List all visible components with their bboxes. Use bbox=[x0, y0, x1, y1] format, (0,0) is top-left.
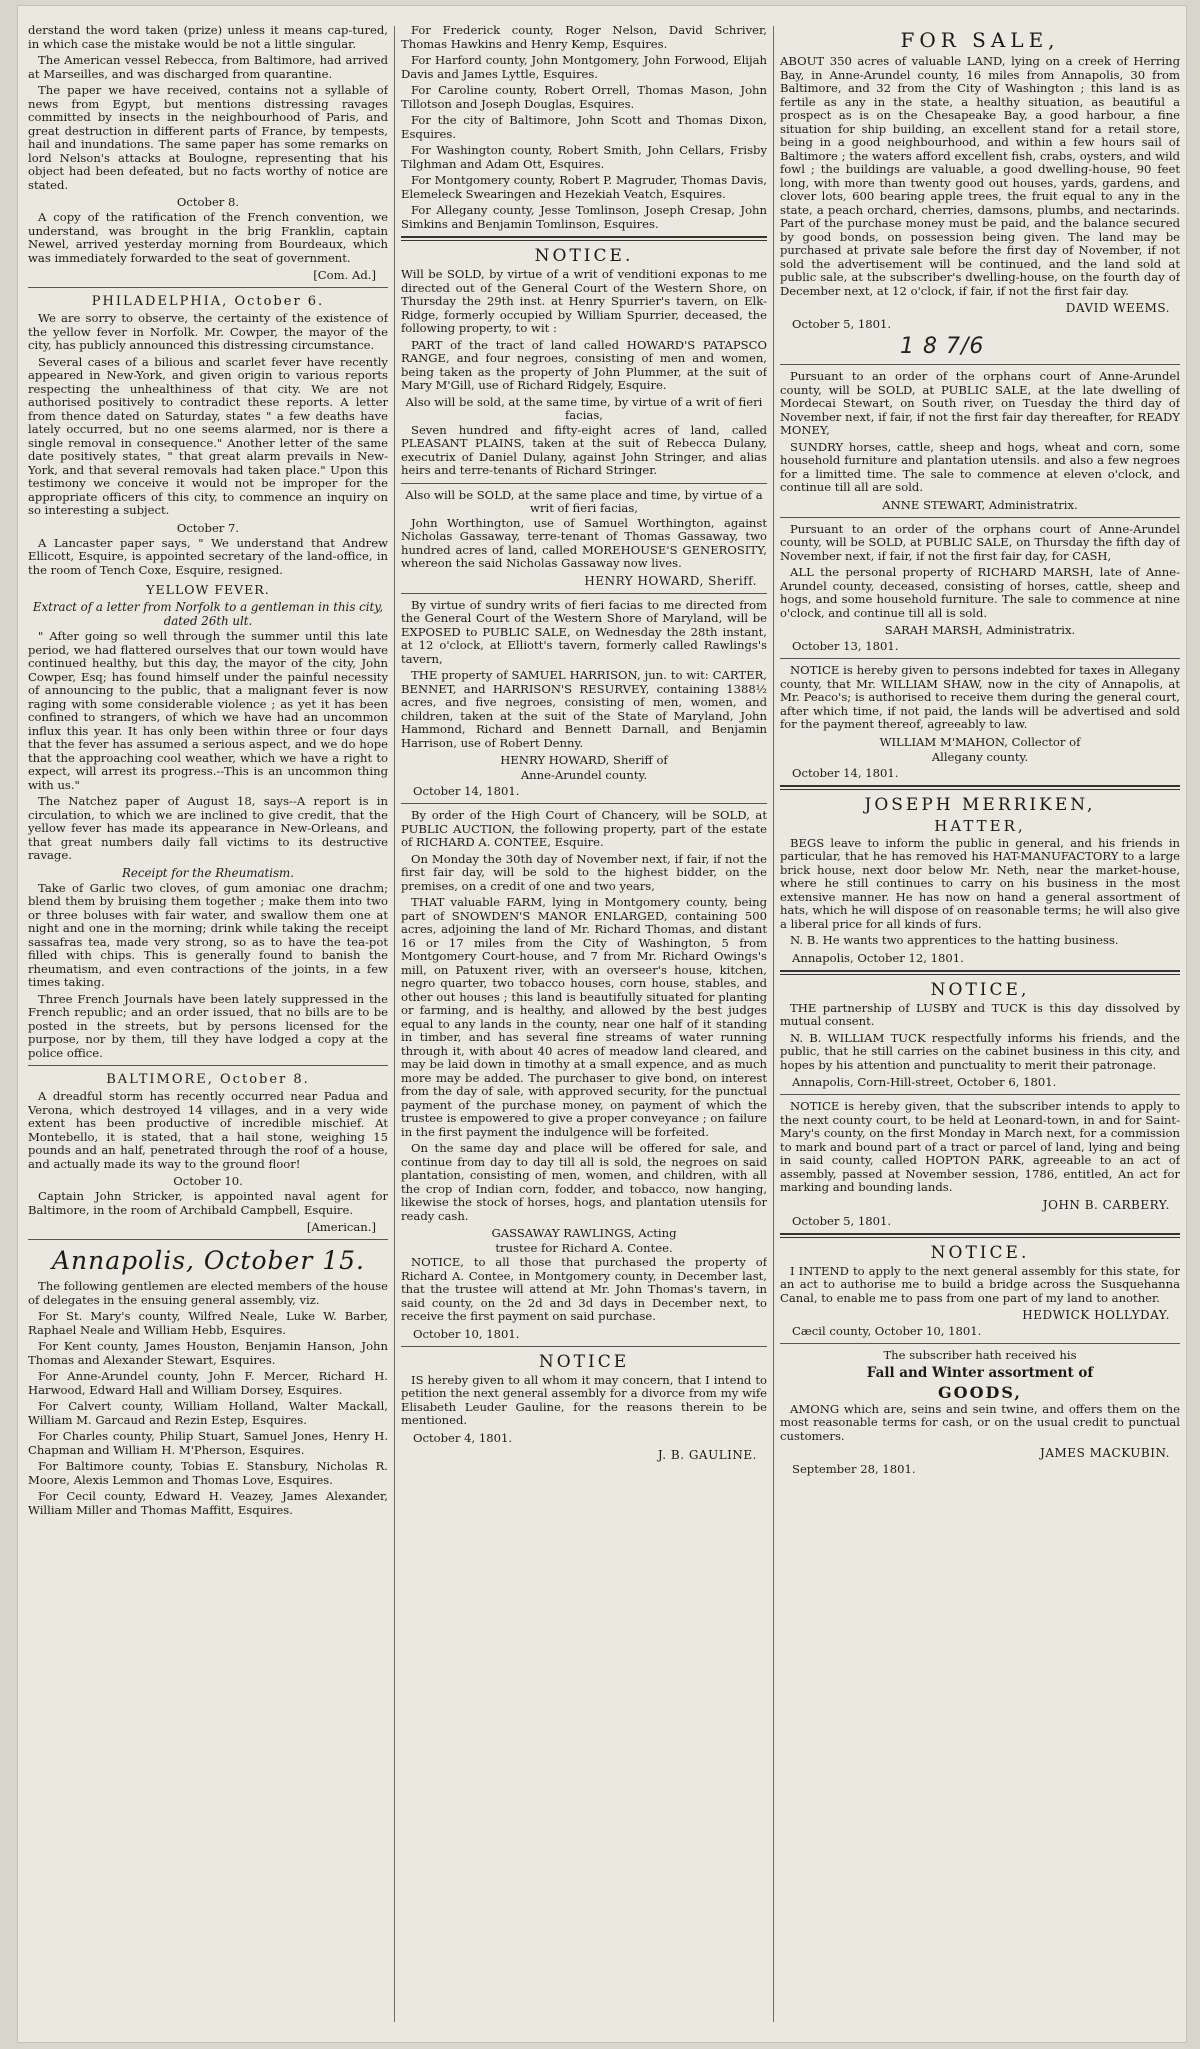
divider bbox=[780, 785, 1180, 790]
column-middle bbox=[401, 24, 767, 2034]
notice-paragraph: On the same day and place will be offered for sale, and continue from day to day till all is sold, the negroes on said plantation, consisting of men, women, and children, with all the crop of Indian corn, fodder, and tobacco, now hanging, likewise the stock of horses, hogs, and plantation utensils for ready cash. bbox=[401, 1141, 767, 1223]
ad-date: Annapolis, October 12, 1801. bbox=[792, 950, 964, 965]
annapolis-heading: Annapolis, October 15. bbox=[52, 1246, 365, 1275]
goods-heading: Fall and Winter assortment of bbox=[866, 1364, 1094, 1381]
article-paragraph: derstand the word taken (prize) unless it means cap-tured, in which case the mistake would be not a little singular. bbox=[28, 24, 388, 51]
ad-paragraph: NOTICE is hereby given to persons indebted for taxes in Allegany county, that Mr. WILLIAM SHAW, now in the city of Annapolis, at Mr. Peaco's; is authorised to receive them during the general court, after which time, if not paid, the lands will be advertised and sold for the payment thereof, agreeably to law. bbox=[780, 663, 1180, 731]
newspaper-page bbox=[18, 6, 1186, 2042]
election-entry: For Charles county, Philip Stuart, Samuel Jones, Henry H. Chapman and William H. M'Pherson, Esquires. bbox=[28, 1429, 388, 1457]
signature: GASSAWAY RAWLINGS, Acting bbox=[491, 1226, 677, 1240]
divider bbox=[28, 287, 388, 288]
election-entry: For Calvert county, William Holland, Walter Mackall, William M. Garcaud and Rezin Estep, Esquires. bbox=[28, 1399, 388, 1427]
election-entry: For St. Mary's county, Wilfred Neale, Luke W. Barber, Raphael Neale and William Hebb, Esquires. bbox=[28, 1309, 388, 1337]
notice-paragraph: Will be SOLD, by virtue of a writ of venditioni exponas to me directed out of the General Court of the Western Shore, on Thursday the 29th inst. at Henry Spurrier's tavern, on Elk-Ridge, formerly occupied by William Spurrier, deceased, the following property, to wit : bbox=[401, 267, 767, 335]
article-paragraph: The Natchez paper of August 18, says--A report is in circulation, to which we are inclined to give credit, that the yellow fever has made its appearance in New-Orleans, and that great numbers daily fall victims to its destructive ravage. bbox=[28, 794, 388, 862]
notice-paragraph: NOTICE, to all those that purchased the property of Richard A. Contee, in Montgomery county, in December last, that the trustee will attend at Mr. John Thomas's tavern, in said county, on the 2d and 3d days in December next, to receive the first payment on said purchase. bbox=[401, 1255, 767, 1323]
ad-date: September 28, 1801. bbox=[792, 1462, 916, 1476]
election-entry: For Montgomery county, Robert P. Magruder, Thomas Davis, Elemeleck Swearingen and Hezekiah Veatch, Esquires. bbox=[401, 173, 767, 201]
signature: JOHN B. CARBERY. bbox=[1042, 1197, 1170, 1212]
handwritten-mark: 1 8 7/6 bbox=[900, 334, 985, 359]
article-paragraph: The following gentlemen are elected members of the house of delegates in the ensuing general assembly, viz. bbox=[28, 1279, 388, 1307]
credit: [Com. Ad.] bbox=[313, 268, 376, 282]
notice-paragraph: Seven hundred and fifty-eight acres of land, called PLEASANT PLAINS, taken at the suit of Rebecca Dulany, executrix of Daniel Dulany, against John Stringer, and alias heirs and terre-tenants of Richard Stringer. bbox=[401, 422, 767, 477]
column-rule-right bbox=[773, 26, 774, 2022]
signature: Allegany county. bbox=[931, 749, 1029, 764]
dateline-baltimore: BALTIMORE, October 8. bbox=[106, 1072, 310, 1087]
notice-paragraph: PART of the tract of land called HOWARD'S PATAPSCO RANGE, and four negroes, consisting of men and women, being taken as the property of John Plummer, at the suit of Mary M'Gill, use of Richard Ridgely, Esquire. bbox=[401, 337, 767, 392]
signature: DAVID WEEMS. bbox=[1065, 301, 1170, 315]
signature: WILLIAM M'MAHON, Collector of bbox=[879, 734, 1081, 749]
ad-paragraph: ABOUT 350 acres of valuable LAND, lying on a creek of Herring Bay, in Anne-Arundel county, 16 miles from Annapolis, 30 from Baltimore, and 32 from the City of Washington ; this land is as fertile as any in the state, a healthy situation, as beautiful a prospect as is on the Chesapeake Bay, a good harbour, a fine situation for ship building, an excellent stand for a retail store, being in a good neighbourhood, and within a few hours sail of Baltimore ; the waters afford excellent fish, crabs, oysters, and wild fowl ; the buildings are valuable, a good dwelling-house, 90 feet long, with more than twenty good out houses, yards, gardens, and clover lots, 600 bearing apple trees, the fruit equal to any in the state, a peach orchard, cherries, damsons, plumbs, and nectarinds. Part of the purchase money must be paid, and the balance secured by good bonds, on possession being given. The land may be purchased at private sale before the first day of November, if not sold the advertisement will be continued, and the land sold at public sale, at the subscriber's dwelling-house, on the fourth day of December next, at 12 o'clock, if fair, if not the first fair day. bbox=[780, 54, 1180, 298]
signature: SARAH MARSH, Administratrix. bbox=[884, 623, 1076, 637]
ad-paragraph: N. B. WILLIAM TUCK respectfully informs his friends, and the public, that he still carries on the cabinet business in this city, and hopes by his attention and punctuality to merit their patronage. bbox=[780, 1030, 1180, 1072]
goods-heading: GOODS, bbox=[938, 1382, 1022, 1402]
election-entry: For Harford county, John Montgomery, John Forwood, Elijah Davis and James Lyttle, Esquires. bbox=[401, 53, 767, 81]
article-paragraph: We are sorry to observe, the certainty of the existence of the yellow fever in Norfolk. Mr. Cowper, the mayor of the city, has publicly announced this distressing circumstance. bbox=[28, 311, 388, 352]
article-paragraph: Three French Journals have been lately suppressed in the French republic; and an order issued, that no bills are to be posted in the streets, but by persons licensed for the purpose, nor by them, till they have lodged a copy at the police office. bbox=[28, 991, 388, 1060]
notice-heading: NOTICE, bbox=[930, 979, 1030, 1000]
signature: J. B. GAULINE. bbox=[657, 1447, 757, 1462]
notice-paragraph: John Worthington, use of Samuel Worthington, against Nicholas Gassaway, terre-tenant of Thomas Gassaway, two hundred acres of land, called MOREHOUSE'S GENEROSITY, whereon the said Nicholas Gassaway now lives. bbox=[401, 515, 767, 570]
credit: [American.] bbox=[306, 1220, 376, 1234]
notice-heading: NOTICE bbox=[538, 1351, 630, 1372]
divider bbox=[780, 1343, 1180, 1344]
divider bbox=[780, 1094, 1180, 1095]
signature: JAMES MACKUBIN. bbox=[1040, 1446, 1170, 1460]
ad-paragraph: Pursuant to an order of the orphans court of Anne-Arundel county, will be SOLD, at PUBLIC SALE, at the late dwelling of Mordecai Stewart, on South river, on Tuesday the third day of November next, if fair, if not the first fair day thereafter, for READY MONEY, bbox=[780, 369, 1180, 437]
divider bbox=[401, 1346, 767, 1347]
signature: HEDWICK HOLLYDAY. bbox=[1022, 1308, 1170, 1322]
ad-paragraph: Pursuant to an order of the orphans court of Anne-Arundel county, will be SOLD, at PUBLIC SALE, on Thursday the fifth day of November next, if fair, if not the first fair day, for CASH, bbox=[780, 521, 1180, 563]
dateline: October 8. bbox=[176, 195, 240, 209]
election-entry: For Frederick county, Roger Nelson, David Schriver, Thomas Hawkins and Henry Kemp, Esquires. bbox=[401, 24, 767, 51]
ad-date: October 14, 1801. bbox=[792, 765, 899, 780]
dateline: October 10. bbox=[173, 1174, 243, 1188]
section-title-rheumatism: Receipt for the Rheumatism. bbox=[122, 865, 294, 880]
column-right bbox=[780, 24, 1180, 2034]
divider bbox=[780, 517, 1180, 518]
ad-date: October 5, 1801. bbox=[792, 1213, 892, 1228]
divider bbox=[401, 593, 767, 594]
election-entry: For Anne-Arundel county, John F. Mercer, Richard H. Harwood, Edward Hall and William Dorsey, Esquires. bbox=[28, 1369, 388, 1397]
signature: HENRY HOWARD, Sheriff. bbox=[584, 573, 757, 588]
signature: HENRY HOWARD, Sheriff of bbox=[500, 753, 668, 767]
ad-intro: The subscriber hath received his bbox=[883, 1348, 1077, 1362]
notice-paragraph: THE property of SAMUEL HARRISON, jun. to wit: CARTER, BENNET, and HARRISON'S RESURVEY, containing 1388½ acres, and five negroes, consisting of men, women, and children, taken at the suit of the State of Maryland, John Hammond, Richard and Bennett Darnall, and Benjamin Harrison, use of Robert Denny. bbox=[401, 668, 767, 750]
divider bbox=[401, 803, 767, 804]
divider bbox=[401, 483, 767, 484]
notice-line: Also will be SOLD, at the same place and time, by virtue of a writ of fieri facias, bbox=[405, 487, 763, 515]
election-entry: For Baltimore county, Tobias E. Stansbury, Nicholas R. Moore, Alexis Lemmon and Thomas Love, Esquires. bbox=[28, 1459, 388, 1487]
notice-paragraph: By order of the High Court of Chancery, will be SOLD, at PUBLIC AUCTION, the following property, part of the estate of RICHARD A. CONTEE, Esquire. bbox=[401, 808, 767, 849]
ad-date: October 5, 1801. bbox=[792, 317, 892, 331]
merriken-heading: JOSEPH MERRIKEN, bbox=[864, 794, 1096, 815]
notice-date: October 10, 1801. bbox=[413, 1326, 520, 1341]
article-paragraph: The paper we have received, contains not a syllable of news from Egypt, but mentions distressing ravages committed by insects in the neighbourhood of Paris, and great destruction in different parts of France, by tempests, hail and inundations. The same paper has some remarks on lord Nelson's attacks at Boulogne, representing that his object had been defeated, but no facts worthy of notice are stated. bbox=[28, 83, 388, 192]
election-entry: For Allegany county, Jesse Tomlinson, Joseph Cresap, John Simkins and Benjamin Tomlinson, Esquires. bbox=[401, 203, 767, 231]
article-paragraph: Take of Garlic two cloves, of gum amoniac one drachm; blend them by bruising them together ; make them into two or three boluses with fair water, and swallow them one at night and one in the morning; drink while taking the receipt sassafras tea, made very strong, so as to have the tea-pot filled with chips. This is generally found to banish the rheumatism, and even contractions of the joints, in a few times taking. bbox=[28, 880, 388, 989]
ad-paragraph: SUNDRY horses, cattle, sheep and hogs, wheat and corn, some household furniture and plantation utensils. and also a few negroes for a limitted time. The sale to commence at eleven o'clock, and continue till all are sold. bbox=[780, 439, 1180, 494]
notice-paragraph: On Monday the 30th day of November next, if fair, if not the first fair day, will be sold to the highest bidder, on the premises, on a credit of one and two years, bbox=[401, 851, 767, 893]
divider bbox=[780, 658, 1180, 659]
article-paragraph: The American vessel Rebecca, from Baltimore, had arrived at Marseilles, and was discharged from quarantine. bbox=[28, 53, 388, 81]
notice-date: October 4, 1801. bbox=[413, 1430, 513, 1445]
article-paragraph: A copy of the ratification of the French convention, we understand, was brought in the brig Franklin, captain Newel, arrived yesterday morning from Bourdeaux, which was immediately forwarded to the seat of government. bbox=[28, 210, 388, 265]
ad-date: October 13, 1801. bbox=[792, 639, 899, 653]
divider bbox=[780, 364, 1180, 365]
column-rule-left bbox=[394, 26, 395, 2022]
signature: Anne-Arundel county. bbox=[520, 768, 648, 782]
signature: ANNE STEWART, Administratrix. bbox=[882, 497, 1078, 512]
article-paragraph: A Lancaster paper says, " We understand that Andrew Ellicott, Esquire, is appointed secretary of the land-office, in the room of Tench Coxe, Esquire, resigned. bbox=[28, 535, 388, 577]
ad-paragraph: I INTEND to apply to the next general assembly for this state, for an act to authorise me to build a bridge across the Susquehanna Canal, to enable me to pass from one part of my land to another. bbox=[780, 1263, 1180, 1305]
divider bbox=[401, 236, 767, 241]
dateline: October 7. bbox=[176, 520, 240, 535]
notice-heading: NOTICE. bbox=[930, 1242, 1030, 1263]
election-entry: For the city of Baltimore, John Scott and Thomas Dixon, Esquires. bbox=[401, 113, 767, 141]
ad-paragraph: AMONG which are, seins and sein twine, and offers them on the most reasonable terms for cash, or on the usual credit to punctual customers. bbox=[780, 1401, 1180, 1443]
ad-paragraph: ALL the personal property of RICHARD MARSH, late of Anne-Arundel county, deceased, consisting of horses, cattle, sheep and hogs, and some household furniture. The sale to commence at nine o'clock, and continue till all is sold. bbox=[780, 565, 1180, 620]
section-subtitle: Extract of a letter from Norfolk to a gentleman in this city, dated 26th ult. bbox=[32, 600, 384, 628]
article-paragraph: Captain John Stricker, is appointed naval agent for Baltimore, in the room of Archibald Campbell, Esquire. bbox=[28, 1189, 388, 1217]
election-entry: For Washington county, Robert Smith, John Cellars, Frisby Tilghman and Adam Ott, Esquires. bbox=[401, 143, 767, 171]
notice-heading: NOTICE. bbox=[534, 246, 634, 266]
election-entry: For Cecil county, Edward H. Veazey, James Alexander, William Miller and Thomas Maffitt, Esquires. bbox=[28, 1489, 388, 1517]
divider bbox=[780, 970, 1180, 975]
signature: trustee for Richard A. Contee. bbox=[495, 1241, 673, 1255]
section-title-yellow-fever: YELLOW FEVER. bbox=[146, 582, 270, 597]
notice-line: Also will be sold, at the same time, by virtue of a writ of fieri facias, bbox=[405, 394, 763, 422]
article-paragraph: A dreadful storm has recently occurred near Padua and Verona, which destroyed 14 villages, and in a very wide extent has been productive of incredible mischief. At Montebello, it is stated, that a hail stone, weighing 15 pounds and an half, penetrated through the roof of a house, and actually made its way to the ground floor! bbox=[28, 1089, 388, 1171]
notice-date: October 14, 1801. bbox=[413, 784, 520, 798]
notice-paragraph: IS hereby given to all whom it may concern, that I intend to petition the next general assembly for a divorce from my wife Elisabeth Leuder Gauline, for the reasons therein to be mentioned. bbox=[401, 1372, 767, 1427]
hatter-heading: HATTER, bbox=[934, 816, 1026, 835]
ad-paragraph: THE partnership of LUSBY and TUCK is this day dissolved by mutual consent. bbox=[780, 1000, 1180, 1028]
column-left bbox=[28, 24, 388, 2034]
divider bbox=[28, 1239, 388, 1240]
notice-paragraph: THAT valuable FARM, lying in Montgomery county, being part of SNOWDEN'S MANOR ENLARGED, containing 500 acres, adjoining the land of Mr. Richard Thomas, and distant 16 or 17 miles from the City of Washington, 5 from Montgomery Court-house, and 7 from Mr. Richard Owings's mill, on Patuxent river, with an overseer's house, kitchen, negro quarter, two tobacco houses, corn house, stables, and other out houses ; this land is beautifully situated for planting or farming, and is healthy, and allowed by the best judges equal to any lands in the county, near one half of it standing in timber, and has several fine streams of water running through it, with about 40 acres of meadow land cleared, and may be laid down in timothy at a small expence, and as much more may be added. The purchaser to give bond, on interest from the day of sale, with approved security, for the punctual payment of the purchase money, on payment of which the trustee is empowered to give a proper conveyance ; on failure in the first payment the indulgence will be forfeited. bbox=[401, 895, 767, 1139]
article-paragraph: Several cases of a bilious and scarlet fever have recently appeared in New-York, and given origin to various reports respecting the unhealthiness of that city. We are not authorised positively to contradict these reports. A letter from thence dated on Saturday, states " a few deaths have lately occurred, but no one seems alarmed, nor is there a single removal in consequence." Another letter of the same date positively states, " that great alarm prevails in New-York, and that several removals had taken place." Upon this testimony we conceive it would not be improper for the appropriate officers of this city, to commence an inquiry on so interesting a subject. bbox=[28, 354, 388, 517]
notice-paragraph: By virtue of sundry writs of fieri facias to me directed from the General Court of the Western Shore of Maryland, will be EXPOSED to PUBLIC SALE, on Wednesday the 28th instant, at 12 o'clock, at Elliott's tavern, formerly called Rawlings's tavern, bbox=[401, 597, 767, 666]
election-entry: For Caroline county, Robert Orrell, Thomas Mason, John Tillotson and Joseph Douglas, Esquires. bbox=[401, 83, 767, 111]
dateline-philadelphia: PHILADELPHIA, October 6. bbox=[91, 294, 325, 309]
election-entry: For Kent county, James Houston, Benjamin Hanson, John Thomas and Alexander Stewart, Esquires. bbox=[28, 1339, 388, 1367]
divider bbox=[780, 1233, 1180, 1238]
ad-date: Cæcil county, October 10, 1801. bbox=[792, 1324, 982, 1338]
ad-paragraph: N. B. He wants two apprentices to the hatting business. bbox=[790, 933, 1119, 947]
for-sale-heading: FOR SALE, bbox=[900, 28, 1060, 52]
ad-paragraph: BEGS leave to inform the public in general, and his friends in particular, that he has removed his HAT-MANUFACTORY to a large brick house, next door below Mr. Neth, near the market-house, where he still continues to carry on his business in the most extensive manner. He has now on hand a general assortment of hats, which he will dispose of on reasonable terms; he will also give a liberal price for all kinds of furs. bbox=[780, 835, 1180, 931]
ad-date: Annapolis, Corn-Hill-street, October 6, 1801. bbox=[792, 1075, 1057, 1089]
ad-paragraph: NOTICE is hereby given, that the subscriber intends to apply to the next county court, to be held at Leonard-town, in and for Saint-Mary's county, on the first Monday in March next, for a commission to mark and bound part of a tract or parcel of land, lying and being in said county, called HOPTON PARK, agreeable to an act of assembly, passed at November session, 1786, entitled, An act for marking and bounding lands. bbox=[780, 1099, 1180, 1194]
divider bbox=[28, 1065, 388, 1066]
article-paragraph: " After going so well through the summer until this late period, we had flattered ourselves that our town would have continued healthy, but this day, the mayor of the city, John Cowper, Esq; has found himself under the painful necessity of announcing to the public, that a malignant fever is now raging with some considerable violence ; as yet it has been confined to strangers, of which we have had an uncommon influx this year. It has only been within three or four days that the fever has assumed a serious aspect, and we do hope that the approaching cool weather, which we have a right to expect, will arrest its progress.--This is an uncommon thing with us." bbox=[28, 629, 388, 792]
